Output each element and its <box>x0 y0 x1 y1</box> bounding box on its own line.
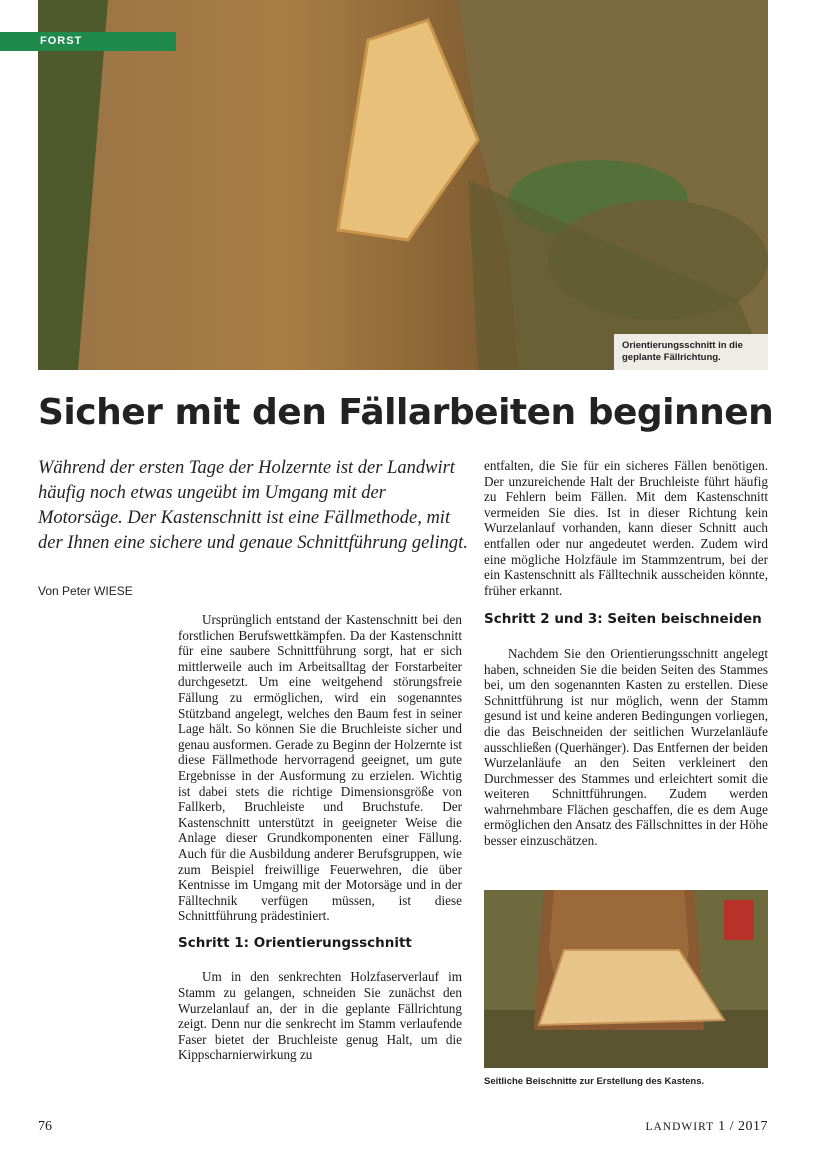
paragraph-continued: entfalten, die Sie für ein sicheres Fällen benötigen. Der unzureichende Halt der Bruchleiste führt häufig zu Fehlern beim Fällen. Mit dem Kastenschnitt vermeiden Sie dies. Ist in dieser Richtung kein Wurzelanlauf vorhanden, kann dieser Schnitt auch entfallen oder nur angedeutet werden. Zudem wird eine mögliche Holzfäule im Stammzentrum, bei der ein Kastenschnitt als Fälltechnik ausscheiden könnte, früher erkannt. <box>484 458 768 598</box>
hero-photo <box>38 0 768 370</box>
paragraph-intro: Ursprünglich entstand der Kastenschnitt bei den forstlichen Berufswettkämpfen. Da der Kastenschnitt für eine saubere Schnittführung sorgt, hat er sich mittlerweile auch im Arbeitsalltag der Forstarbeiter durchgesetzt. Um eine weitgehend störungsfreie Fällung zu ermöglichen, wird ein sogenanntes Stützband angelegt, welches den Baum fest in seiner Lage hält. So können Sie die Bruchleiste sicher und genau ausformen. Gerade zu Beginn der Holzernte ist diese Fällmethode hervorragend geeignet, um gute Ergebnisse in der Ausformung zu erzielen. Wichtig ist dabei stets die richtige Dimensionsgröße von Fallkerb, Bruchleiste und Bruchstufe. Der Kastenschnitt unterstützt in geeigneter Weise die Anlage dieser Grundkomponenten einer Fällung. Auch für die Ausbildung anderer Berufsgruppen, wie zum Beispiel freiwillige Feuerwehren, die über Kentnisse im Umgang mit der Motorsäge und in der Fälltechnik verfügen müssen, ist diese Schnittführung prädestiniert. <box>178 612 462 924</box>
side-cuts-photo <box>484 890 768 1068</box>
magazine-name: LANDWIRT <box>645 1121 715 1133</box>
paragraph-step-1: Um in den senkrechten Holzfaserverlauf im Stamm zu gelangen, schneiden Sie zunächst den Wurzelanlauf an, der in die geplante Fällrichtung zeigt. Denn nur die senkrecht im Stamm verlaufende Faser bietet der Bruchleiste genug Halt, um die Kippscharnierwirkung zu <box>178 969 462 1063</box>
page-number: 76 <box>38 1119 52 1134</box>
heading-step-2-3: Schritt 2 und 3: Seiten beischneiden <box>484 611 762 628</box>
magazine-issue <box>645 1119 768 1135</box>
issue-number: 1 / 2017 <box>718 1119 768 1134</box>
inline-photo <box>484 890 768 1068</box>
column-left <box>178 612 462 1063</box>
article-lead: Während der ersten Tage der Holzernte ist der Landwirt häufig noch etwas ungeübt im Umgang mit der Motorsäge. Der Kastenschnitt ist eine Fällmethode, mit der Ihnen eine sichere und genaue Schnittführung gelingt. <box>38 458 468 553</box>
hero-caption: Orientierungsschnitt in die geplante Fällrichtung. <box>614 334 768 370</box>
section-tab-forst: FORST <box>0 32 176 51</box>
paragraph-step-2-3: Nachdem Sie den Orientierungsschnitt angelegt haben, schneiden Sie die beiden Seiten des Stammes bei, um den sogenannten Kasten zu erstellen. Diese Schnittführung ist nur möglich, wenn der Stamm gesund ist und keine anderen Bedingungen vorliegen, die das Beischneiden der seitlichen Wurzelanläufe ausschließen (Querhänger). Das Entfernen der beiden Wurzelanläufe an den Seiten verkleinert den Durchmesser des Stammes und erleichtert somit die weiteren Schnittführungen. Zudem werden wahrnehmbare Flächen geschaffen, die es dem Auge ermöglichen den Ansatz des Fällschnittes in der Höhe besser einzuschätzen. <box>484 645 768 849</box>
tree-stump-photo <box>38 0 768 370</box>
article-title: Sicher mit den Fällarbeiten beginnen <box>38 392 774 433</box>
column-right <box>484 458 768 849</box>
inline-photo-caption: Seitliche Beischnitte zur Erstellung des Kastens. <box>484 1076 705 1087</box>
heading-step-1: Schritt 1: Orientierungsschnitt <box>178 934 412 951</box>
byline: Von Peter WIESE <box>38 584 133 598</box>
